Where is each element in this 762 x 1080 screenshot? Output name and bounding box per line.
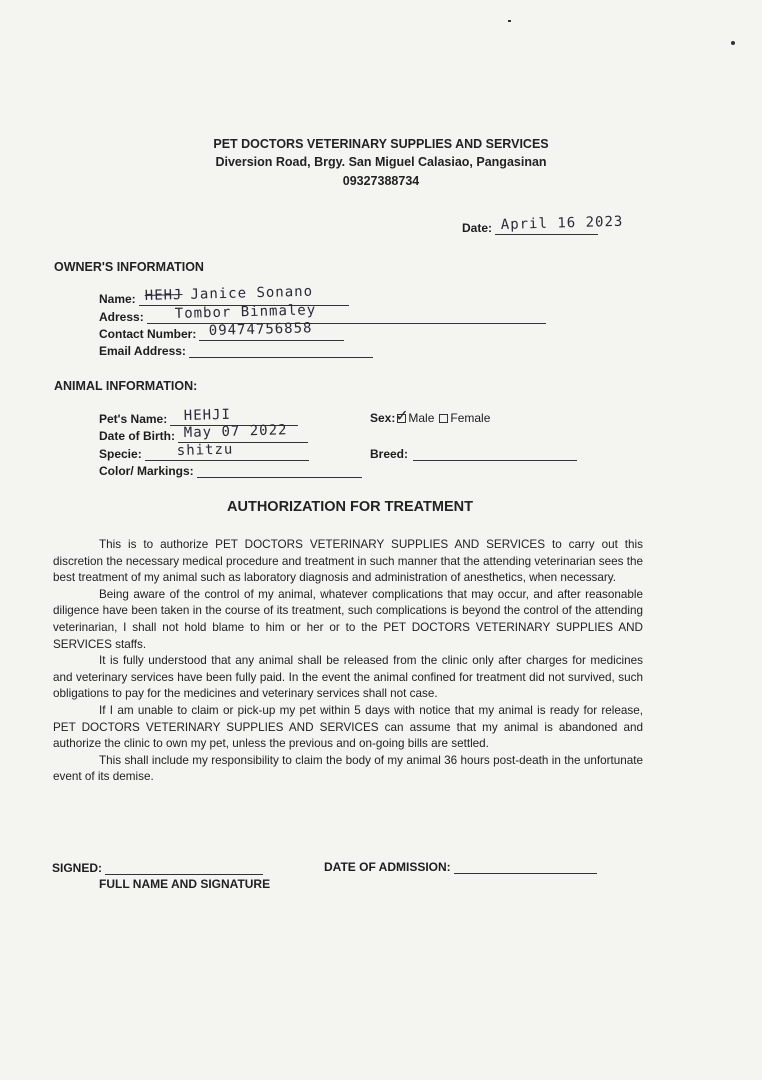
pet-dob-row xyxy=(99,422,308,443)
pet-sex-label: Sex: xyxy=(370,411,396,425)
authorization-paragraph: If I am unable to claim or pick-up my pet within 5 days with notice that my animal is ready for release, PET DOCTORS VETERINARY SUPPLIES AND SERVICES can assume that my animal is abandoned and authorize the clinic to own my pet, unless the previous and on-going bills are settled. xyxy=(53,703,643,751)
owner-email-field[interactable] xyxy=(189,343,373,358)
pet-breed-label: Breed: xyxy=(370,447,409,461)
authorization-paragraph: It is fully understood that any animal shall be released from the clinic only after charges for medicines and veterinary services have been fully paid. In the event the animal confined for treatment did not survived, such obligations to pay for the medicines and veterinary services shall not case. xyxy=(53,654,643,701)
owner-contact-row xyxy=(99,320,344,341)
date-value: April 16 2023 xyxy=(500,213,624,233)
pet-dob-field[interactable] xyxy=(178,422,308,443)
owner-address-row xyxy=(99,302,546,324)
speck xyxy=(508,20,511,22)
admission-date-field[interactable] xyxy=(454,859,597,874)
clinic-name: PET DOCTORS VETERINARY SUPPLIES AND SERVICES xyxy=(213,137,549,151)
pet-dob-value: May 07 2022 xyxy=(183,422,288,441)
authorization-paragraph: This shall include my responsibility to claim the body of my animal 36 hours post-death in the unfortunate event of its demise. xyxy=(53,753,643,784)
signature-field[interactable] xyxy=(105,860,263,875)
pet-breed-field[interactable] xyxy=(413,446,577,461)
owner-address-field[interactable] xyxy=(147,302,546,324)
owner-address-label: Adress: xyxy=(99,310,144,324)
authorization-body xyxy=(53,537,643,786)
owner-name-struck: HEHJ xyxy=(144,287,183,304)
pet-name-label: Pet's Name: xyxy=(99,412,168,426)
pet-species-row xyxy=(99,441,309,461)
authorization-title: AUTHORIZATION FOR TREATMENT xyxy=(227,499,473,515)
pet-sex-row xyxy=(370,407,491,425)
pet-name-value: HEHJI xyxy=(183,406,232,424)
sex-male-checkbox[interactable] xyxy=(395,407,409,425)
signature-caption: FULL NAME AND SIGNATURE xyxy=(99,877,271,891)
pet-dob-label: Date of Birth: xyxy=(99,429,175,443)
signed-label: SIGNED: xyxy=(52,861,103,875)
sex-female-label: Female xyxy=(450,411,491,425)
date-field[interactable] xyxy=(495,213,624,235)
pet-color-row xyxy=(99,463,362,478)
admission-row xyxy=(324,859,597,874)
authorization-paragraph: This is to authorize PET DOCTORS VETERINARY SUPPLIES AND SERVICES to carry out this discretion the necessary medical procedure and treatment in such manner that the attending veterinarian sees the best treatment of my animal such as laboratory diagnosis and administration of anesthetics, when necessary. xyxy=(53,538,643,585)
speck xyxy=(731,41,735,45)
owner-email-row xyxy=(99,343,373,358)
sex-male-label: Male xyxy=(408,411,435,425)
pet-species-label: Specie: xyxy=(99,447,142,461)
clinic-phone: 09327388734 xyxy=(342,174,420,188)
owner-contact-value: 09474756858 xyxy=(208,320,314,339)
animal-section-title: ANIMAL INFORMATION: xyxy=(54,379,198,393)
date-label: Date: xyxy=(462,221,493,235)
pet-color-field[interactable] xyxy=(197,463,362,478)
signed-row xyxy=(52,860,263,875)
admission-label: DATE OF ADMISSION: xyxy=(324,860,451,874)
owner-name-value: Janice Sonano xyxy=(189,283,313,303)
pet-color-label: Color/ Markings: xyxy=(99,464,194,478)
sex-female-checkbox[interactable] xyxy=(439,414,448,423)
owner-contact-field[interactable] xyxy=(199,320,344,341)
authorization-paragraph: Being aware of the control of my animal, whatever complications that may occur, and after reasonable diligence have been taken in the course of its treatment, such complications is beyond the control of the attending veterinarian, I shall not hold blame to him or her or to the PET DOCTORS VETERINARY SUPPLIES AND SERVICES staffs. xyxy=(53,587,643,651)
pet-breed-row xyxy=(370,446,577,461)
date-row xyxy=(462,213,624,235)
pet-species-field[interactable] xyxy=(145,441,309,461)
owner-name-label: Name: xyxy=(99,292,136,306)
check-mark-icon: ✓ xyxy=(395,407,409,425)
clinic-address: Diversion Road, Brgy. San Miguel Calasiao, Pangasinan xyxy=(215,155,547,169)
owner-name-handwriting xyxy=(144,284,313,304)
owner-address-value: Tombor Binmaley xyxy=(174,302,317,322)
owner-section-title: OWNER'S INFORMATION xyxy=(54,260,204,274)
pet-species-value: shitzu xyxy=(176,441,234,459)
owner-email-label: Email Address: xyxy=(99,344,186,358)
owner-contact-label: Contact Number: xyxy=(99,327,197,341)
